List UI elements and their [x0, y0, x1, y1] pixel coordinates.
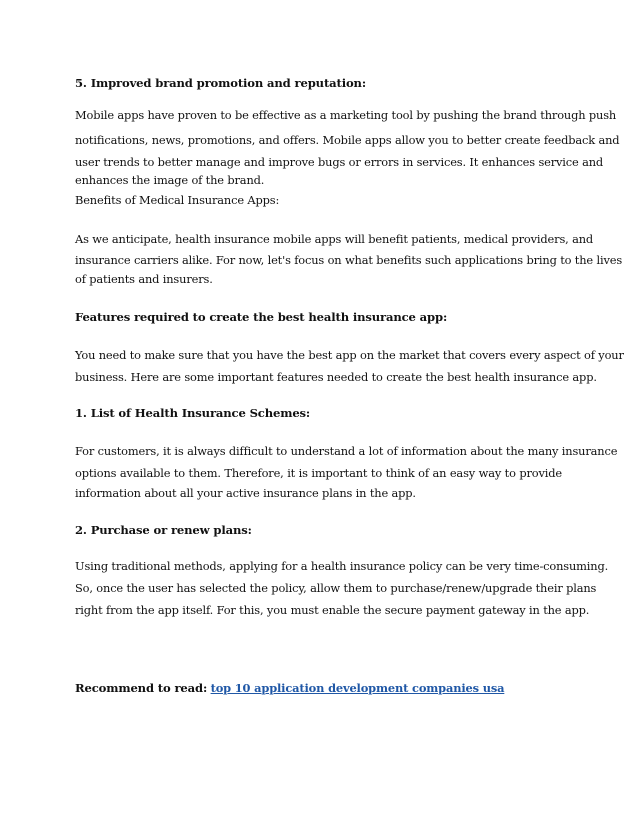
paragraph-line: So, once the user has selected the policy, allow them to purchase/renew/upgrade their plans [75, 581, 597, 595]
paragraph-line: information about all your active insurance plans in the app. [75, 486, 416, 500]
paragraph-line: You need to make sure that you have the best app on the market that covers every aspect of your [75, 348, 624, 362]
section-heading-list-schemes: 1. List of Health Insurance Schemes: [75, 406, 311, 420]
paragraph-line: options available to them. Therefore, it is important to think of an easy way to provide [75, 466, 562, 480]
paragraph-line: insurance carriers alike. For now, let's focus on what benefits such applications bring to the lives [75, 253, 623, 267]
paragraph-line: enhances the image of the brand. [75, 173, 265, 187]
section-heading-features: Features required to create the best health insurance app: [75, 310, 448, 324]
recommend-link[interactable]: top 10 application development companies usa [210, 681, 505, 695]
paragraph-line: of patients and insurers. [75, 272, 213, 286]
paragraph-line: As we anticipate, health insurance mobile apps will benefit patients, medical providers, and [75, 232, 594, 246]
paragraph-line: business. Here are some important features needed to create the best health insurance app. [75, 370, 597, 384]
paragraph-line: Mobile apps have proven to be effective as a marketing tool by pushing the brand through push [75, 108, 617, 122]
paragraph-line: user trends to better manage and improve bugs or errors in services. It enhances service and [75, 155, 604, 169]
section-heading-purchase: 2. Purchase or renew plans: [75, 523, 252, 537]
paragraph-line: Using traditional methods, applying for a health insurance policy can be very time-consuming. [75, 559, 609, 573]
paragraph-line: right from the app itself. For this, you must enable the secure payment gateway in the app. [75, 603, 590, 617]
benefits-label: Benefits of Medical Insurance Apps: [75, 193, 280, 207]
paragraph-line: notifications, news, promotions, and offers. Mobile apps allow you to better create feedback and [75, 133, 620, 147]
recommend-label: Recommend to read: [75, 681, 208, 695]
paragraph-line: For customers, it is always difficult to understand a lot of information about the many insurance [75, 444, 618, 458]
recommend-line [75, 681, 562, 695]
section-heading-brand-promotion: 5. Improved brand promotion and reputation: [75, 76, 366, 90]
